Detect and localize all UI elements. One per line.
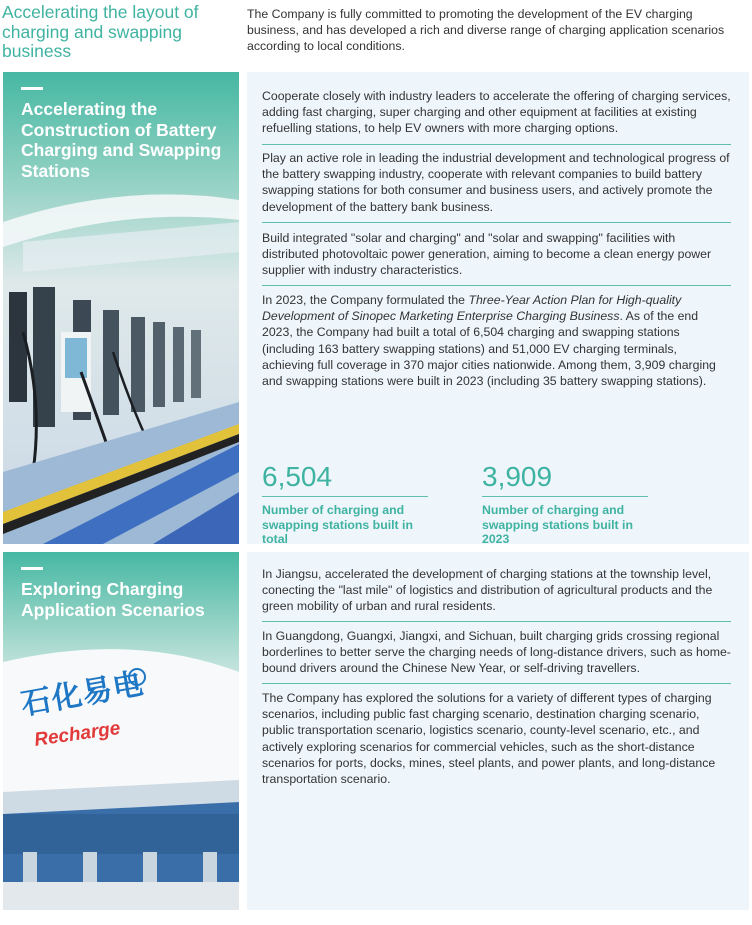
paragraph: Build integrated "solar and charging" and "solar and swapping" facilities with distributed photovoltaic power generation, aiming to become a clean energy power supplier with industry characteristics. — [262, 231, 712, 278]
scenarios-content-box — [247, 552, 749, 910]
panel-title: Accelerating the Construction of Battery Charging and Swapping Stations — [21, 99, 222, 181]
divider — [262, 683, 731, 684]
stat-divider — [262, 496, 428, 497]
section-heading: Accelerating the layout of charging and swapping business — [2, 2, 199, 61]
stat-value-total: 6,504 — [262, 461, 333, 492]
paragraph: Play an active role in leading the industrial development and technological progress of the battery swapping industry, cooperate with relevant companies to build battery swapping stations for both consumer and business users, and actively promote the development of the battery bank business. — [262, 151, 730, 214]
title-accent-bar — [21, 567, 43, 570]
stat-label-2023: Number of charging and swapping stations built in 2023 — [482, 503, 633, 546]
text-span: . As of the end 2023, the Company had built a total of 6,504 charging and swapping stations (including 163 battery swapping stations) and 51,000 EV charging terminals, achieving full coverage in 370 major cities nationwide. Among them, 3,909 charging and swapping stations were built in 2023 (including 35 battery swapping stations). — [262, 309, 716, 389]
stat-value-2023: 3,909 — [482, 461, 553, 492]
divider — [262, 621, 731, 622]
text-span: In 2023, the Company formulated the — [262, 293, 469, 307]
charging-station-photo-panel — [3, 72, 239, 544]
construction-content-box — [247, 72, 749, 544]
title-accent-bar — [21, 87, 43, 90]
stat-divider — [482, 496, 648, 497]
panel-title: Exploring Charging Application Scenarios — [21, 579, 205, 620]
recharge-station-photo-panel — [3, 552, 239, 910]
divider — [262, 144, 731, 145]
divider — [262, 285, 731, 286]
paragraph: The Company has explored the solutions for a variety of different types of charging scenarios, including public fast charging scenario, destination charging scenario, public transportation scenario, logistics scenario, county-level scenario, etc., and actively exploring scenarios for commercial vehicles, such as the short-distance scenarios for ports, docks, mines, steel plants, and power plants, and long-distance transportation scenario. — [262, 691, 716, 787]
paragraph: Cooperate closely with industry leaders to accelerate the offering of charging services, adding fast charging, super charging and other equipment at facilities at existing refuelling stations, to help EV owners with more charging options. — [262, 89, 731, 136]
plan-title-italic: Three-Year Action Plan for High-quality Development of Sinopec Marketing Enterprise Charging Business — [262, 293, 682, 324]
intro-paragraph: The Company is fully committed to promoting the development of the EV charging business, and has developed a rich and diverse range of charging application scenarios according to local conditions. — [247, 7, 725, 53]
sign-cn-text: 石化易电 — [18, 666, 147, 723]
stat-label-total: Number of charging and swapping stations built in total — [262, 503, 413, 546]
divider — [262, 222, 731, 223]
brand-logo-icon — [128, 668, 146, 686]
paragraph: In Guangdong, Guangxi, Jiangxi, and Sichuan, built charging grids crossing regional borderlines to better serve the charging needs of long-distance drivers, such as home-bound drivers around the Chinese New Year, or self-driving travellers. — [262, 629, 731, 676]
paragraph: In Jiangsu, accelerated the development of charging stations at the township level, conecting the "last mile" of logistics and distribution of agricultural products and the green mobility of urban and rural residents. — [262, 567, 713, 614]
paragraph — [262, 292, 732, 389]
sign-en-text: Recharge — [33, 717, 122, 751]
